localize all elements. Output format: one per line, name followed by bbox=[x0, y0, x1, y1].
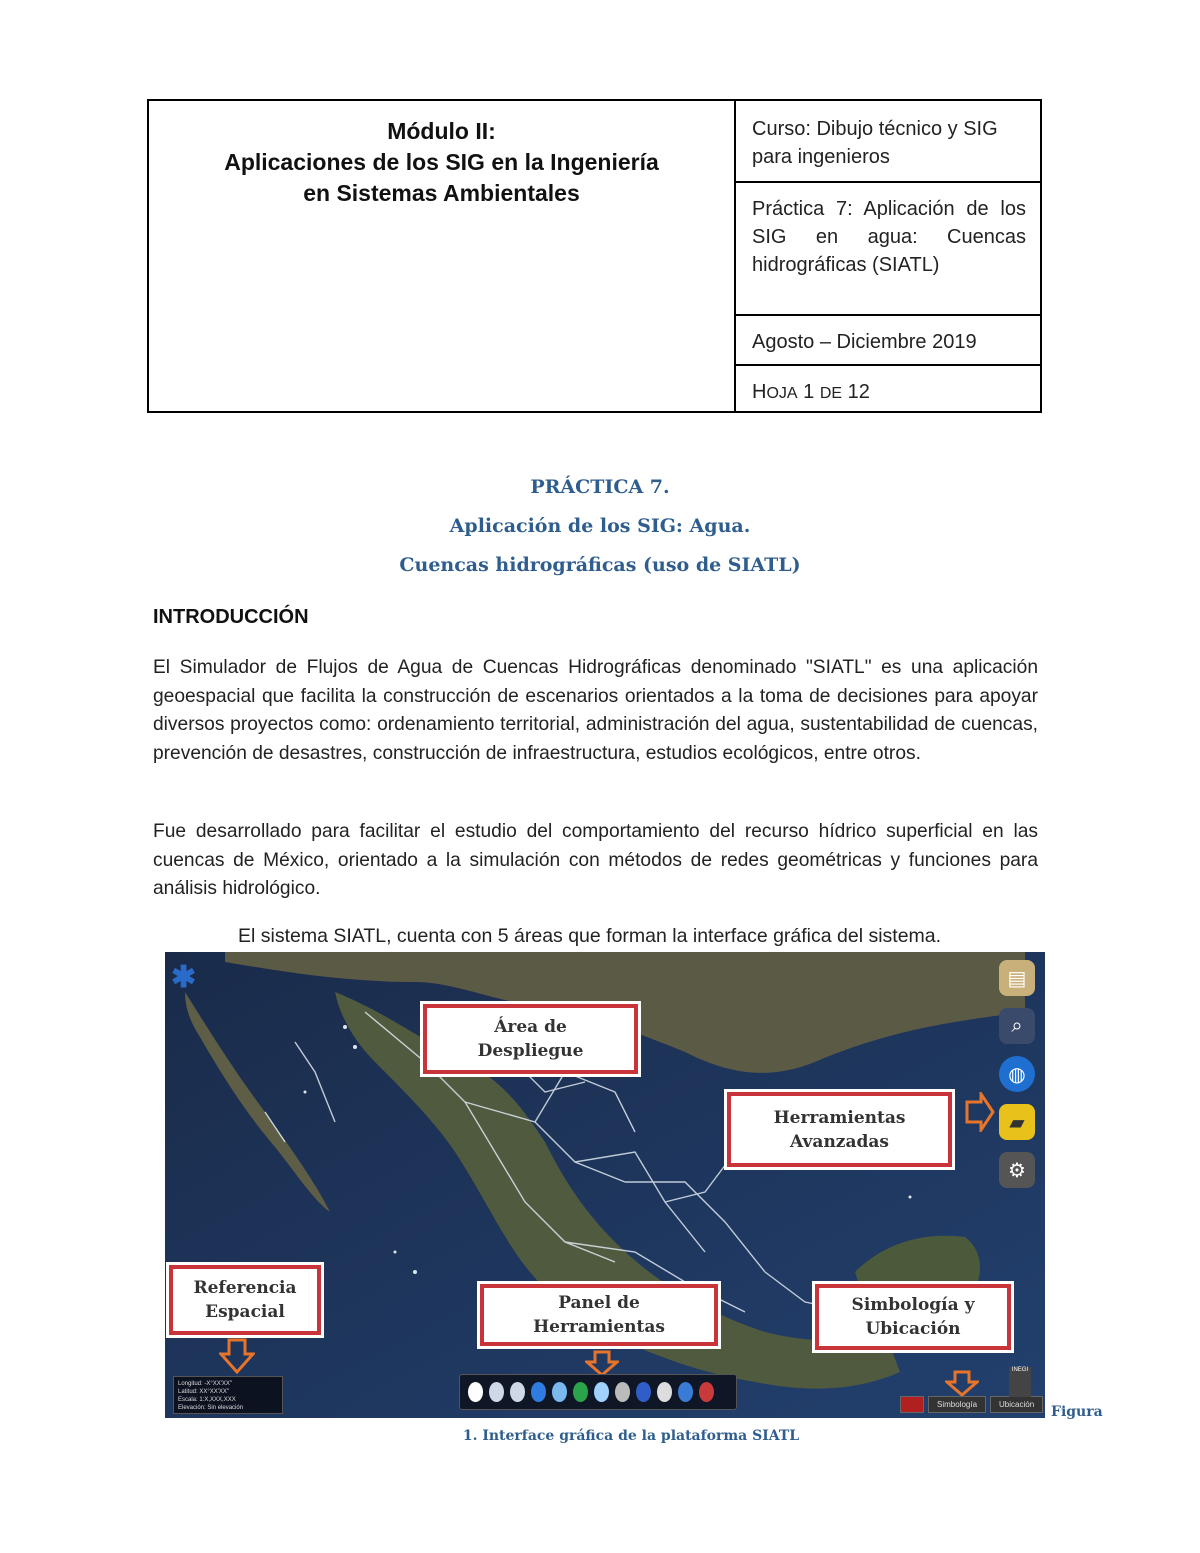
module-line-1: Módulo II: bbox=[387, 118, 496, 144]
refresh-icon[interactable] bbox=[573, 1382, 588, 1402]
print-icon[interactable] bbox=[615, 1382, 630, 1402]
spatial-reference-panel bbox=[173, 1376, 283, 1414]
coord-elevation: Elevación: Sin elevación bbox=[178, 1405, 244, 1411]
callout-tools-line-2: Avanzadas bbox=[790, 1131, 889, 1152]
globe-icon[interactable]: ◍ bbox=[999, 1056, 1035, 1092]
callout-simbologia-ubicacion bbox=[815, 1284, 1011, 1350]
callout-area-despliegue bbox=[423, 1004, 638, 1074]
sheet-oja: OJA bbox=[766, 385, 798, 402]
practice-subtitle: Aplicación de los SIG: Agua. bbox=[449, 515, 751, 537]
practice-cell: Práctica 7: Aplicación de los SIG en agua: Cuencas hidrográficas (SIATL) bbox=[736, 183, 1040, 316]
arrow-down-icon bbox=[945, 1370, 979, 1396]
tab-simbologia[interactable]: Simbología bbox=[928, 1396, 986, 1413]
coord-scale: Escala: 1:X,XXX,XXX bbox=[178, 1397, 236, 1403]
magnifier-icon[interactable]: ⌕ bbox=[999, 1008, 1035, 1044]
sheet-cell bbox=[736, 366, 1040, 411]
flow-icon[interactable] bbox=[594, 1382, 609, 1402]
water-icon[interactable] bbox=[552, 1382, 567, 1402]
callout-herramientas-avanzadas bbox=[727, 1092, 952, 1167]
module-title bbox=[149, 101, 736, 411]
figure-caption-text: 1. Interface gráfica de la plataforma SIATL bbox=[462, 1428, 800, 1444]
zoom-out-icon[interactable] bbox=[510, 1382, 525, 1402]
siatl-interface-figure bbox=[165, 952, 1045, 1418]
callout-panel-herramientas bbox=[480, 1284, 718, 1346]
note-icon[interactable]: ▰ bbox=[999, 1104, 1035, 1140]
drop-icon[interactable] bbox=[531, 1382, 546, 1402]
intro-paragraph-2: Fue desarrollado para facilitar el estudio del comportamiento del recurso hídrico superficial en las cuencas de México, orientado a la simulación con métodos de redes geométricas y funciones para análisis hidrológico. bbox=[153, 821, 1038, 899]
coord-latitude: Latitud: XX°XX'XX" bbox=[178, 1389, 230, 1395]
info-icon[interactable] bbox=[636, 1382, 651, 1402]
map-scroll-icon[interactable]: ▤ bbox=[999, 960, 1035, 996]
sheet-h: H bbox=[752, 381, 767, 403]
practice-title: PRÁCTICA 7. bbox=[530, 476, 670, 498]
callout-ref-line-1: Referencia bbox=[193, 1278, 297, 1298]
module-line-2: Aplicaciones de los SIG en la Ingeniería bbox=[224, 149, 659, 175]
period-cell: Agosto – Diciembre 2019 bbox=[736, 316, 1040, 366]
arrow-right-icon bbox=[965, 1092, 995, 1132]
course-cell: Curso: Dibujo técnico y SIG para ingenieros bbox=[736, 101, 1040, 183]
callout-panel-line-1: Panel de bbox=[558, 1293, 640, 1313]
gear-icon[interactable]: ⚙ bbox=[999, 1152, 1035, 1188]
callout-tools-line-1: Herramientas bbox=[773, 1107, 906, 1128]
siatl-logo-icon: ✱ bbox=[171, 961, 197, 994]
tab-ubicacion[interactable]: Ubicación bbox=[990, 1396, 1043, 1413]
measure-icon[interactable] bbox=[657, 1382, 672, 1402]
sheet-de: DE bbox=[819, 385, 843, 402]
intro-heading: INTRODUCCIÓN bbox=[153, 606, 309, 628]
callout-referencia-espacial bbox=[169, 1265, 321, 1335]
figure-lead-text: El sistema SIATL, cuenta con 5 áreas que forman la interface gráfica del sistema. bbox=[238, 925, 942, 947]
callout-ref-line-2: Espacial bbox=[205, 1302, 285, 1322]
figure-caption-label: Figura bbox=[1051, 1404, 1103, 1420]
callout-area-line-1: Área de bbox=[494, 1017, 567, 1037]
module-line-3: en Sistemas Ambientales bbox=[303, 180, 580, 206]
clear-icon[interactable] bbox=[699, 1382, 714, 1402]
zoom-in-icon[interactable] bbox=[489, 1382, 504, 1402]
tools-panel bbox=[459, 1374, 737, 1410]
sheet-total: 12 bbox=[842, 381, 870, 403]
callout-simb-line-2: Ubicación bbox=[865, 1319, 961, 1339]
sheet-num: 1 bbox=[797, 381, 820, 403]
practice-subtitle-2: Cuencas hidrográficas (uso de SIATL) bbox=[399, 554, 801, 576]
callout-area-line-2: Despliegue bbox=[477, 1041, 584, 1061]
symbology-location-tabs bbox=[900, 1396, 1043, 1413]
arrow-down-icon bbox=[219, 1338, 255, 1374]
arrow-down-icon bbox=[585, 1350, 619, 1376]
advanced-tools-sidebar bbox=[997, 960, 1037, 1188]
callout-simb-line-1: Simbología y bbox=[851, 1295, 975, 1315]
callout-panel-line-2: Herramientas bbox=[533, 1317, 665, 1337]
inegi-logo: INEGI bbox=[1009, 1367, 1031, 1397]
header-table bbox=[147, 99, 1042, 413]
layers-icon[interactable] bbox=[678, 1382, 693, 1402]
alert-icon[interactable] bbox=[900, 1396, 924, 1413]
intro-paragraph-1: El Simulador de Flujos de Agua de Cuencas Hidrográficas denominado "SIATL" es una aplicación geoespacial que facilita la construcción de escenarios orientados a la toma de decisiones para apoyar diversos proyectos como: ordenamiento territorial, administración del agua, sustentabilidad de cuencas, prevención de desastres, construcción de infraestructura, estudios ecológicos, entre otros. bbox=[153, 657, 1038, 764]
hand-icon[interactable] bbox=[468, 1382, 483, 1402]
coord-longitude: Longitud: -X°XX'XX" bbox=[178, 1381, 233, 1387]
